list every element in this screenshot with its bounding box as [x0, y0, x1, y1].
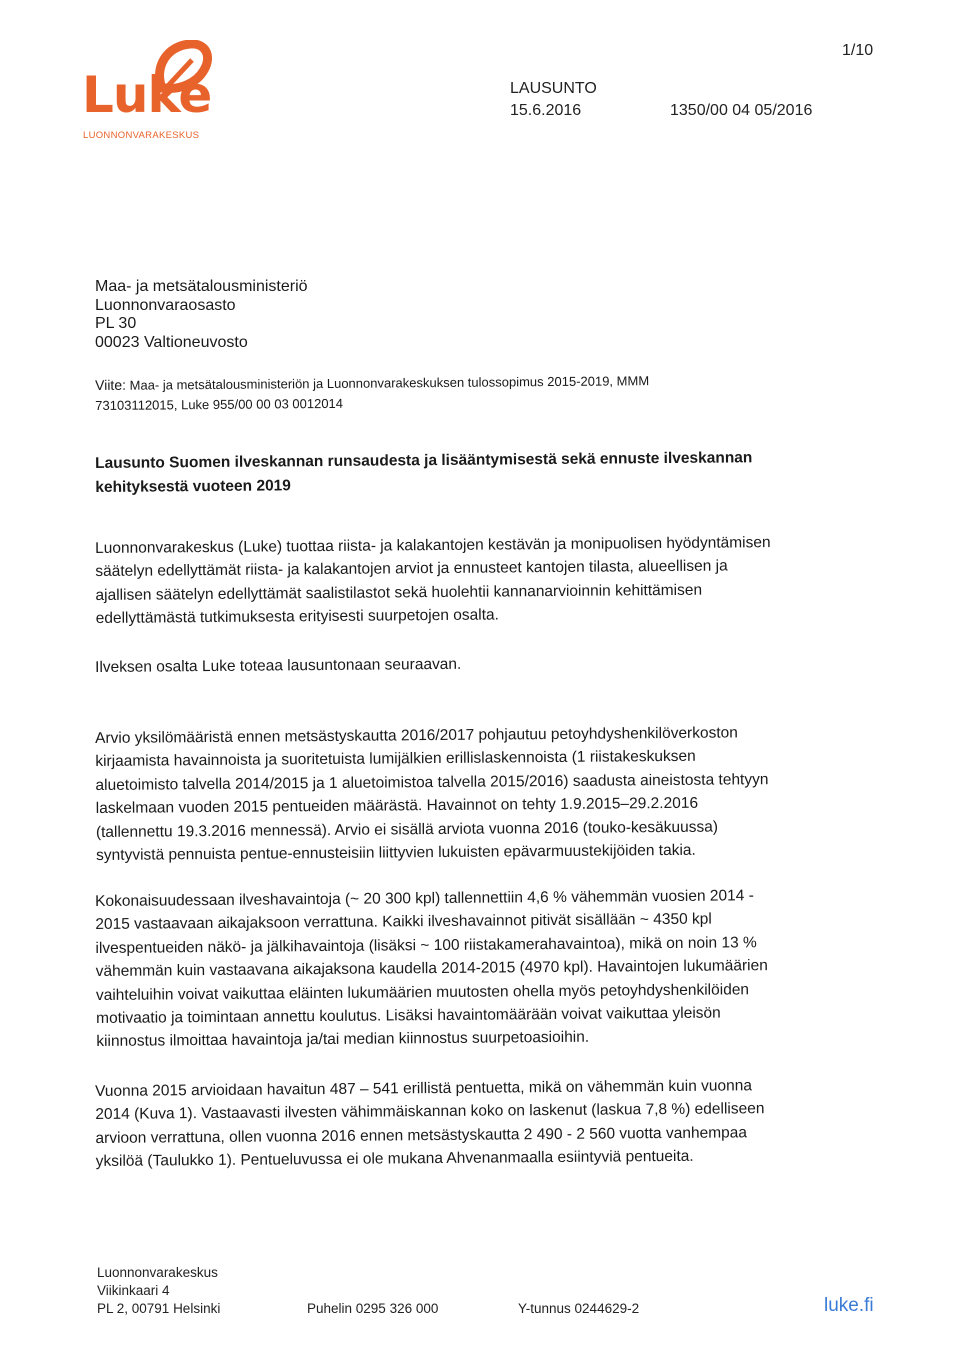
- paragraph-5: [95, 1073, 871, 1173]
- recipient-line: PL 30: [95, 315, 137, 332]
- paragraph-3: [95, 720, 871, 867]
- footer-address: [97, 1264, 220, 1318]
- footer-phone: Puhelin 0295 326 000: [307, 1301, 439, 1316]
- text-line: säätelyn edellyttämät riista- ja kalakantojen arviot ja ennusteet kantojen tilasta, alueellisen ja: [95, 557, 728, 581]
- logo-subtitle: LUONNONVARAKESKUS: [83, 130, 200, 141]
- text-line: ilvespentueiden näkö- ja jälkihavaintoja (lisäksi ~ 100 riistakamerahavaintoa), mikä on noin 13 %: [95, 934, 757, 957]
- text-line: kiinnostus ilmoittaa havaintoja ja/tai median kiinnostus suurpetoasioihin.: [96, 1029, 590, 1051]
- text-line: Luonnonvarakeskus (Luke) tuottaa riista- ja kalakantojen kestävän ja monipuolisen hyödyntämisen: [95, 534, 771, 557]
- text-line: vähemmän kuin vastaavana aikajaksona kaudella 2014-2015 (4970 kpl). Havaintojen lukumäärien: [95, 957, 768, 981]
- recipient-line: 00023 Valtioneuvosto: [95, 333, 248, 351]
- recipient-line: Luonnonvaraosasto: [95, 296, 236, 314]
- recipient-address: [95, 278, 308, 352]
- footer-postal: PL 2, 00791 Helsinki: [97, 1301, 221, 1316]
- text-line: kirjaamista havainnoista ja suoritetuista lumijälkien erillislaskennoista (1 riistakeskuksen: [95, 748, 696, 771]
- text-line: arvioon verrattuna, ollen vuonna 2016 ennen metsästyskautta 2 490 - 2 560 vuotta vanhempaa: [95, 1124, 748, 1147]
- text-line: Arvio yksilömääristä ennen metsästyskautta 2016/2017 pohjautuu petoyhdyshenkilöverkoston: [95, 724, 738, 747]
- document-title: [95, 446, 815, 500]
- text-line: (tallennettu 19.3.2016 mennessä). Arvio ei sisällä arviota vuonna 2016 (touko-kesäkuussa): [95, 818, 719, 841]
- reference-label: Viite:: [95, 376, 127, 393]
- page-number: 1/10: [842, 42, 874, 59]
- footer-website-link[interactable]: luke.fi: [824, 1295, 874, 1316]
- text-line: syntyvistä pennuista pentue-ennusteisiin liittyvien lukuisten epävarmuustekijöiden takia.: [96, 841, 696, 865]
- footer-business-id: Y-tunnus 0244629-2: [518, 1301, 640, 1316]
- reference-line: 73103112015, Luke 955/00 00 03 0012014: [95, 395, 344, 413]
- recipient-line: Maa- ja metsätalousministeriö: [95, 278, 308, 295]
- reference-line: Maa- ja metsätalousministeriön ja Luonnonvarakeskuksen tulossopimus 2015-2019, MMM: [129, 373, 650, 393]
- reference: [95, 369, 795, 416]
- luke-logo: [82, 40, 232, 145]
- text-line: ajallisen säätelyn edellyttämät saalistilastot sekä huolehtii kannanarvioinnin kehittämisen: [95, 581, 703, 604]
- text-line: 2014 (Kuva 1). Vastaavasti ilvesten vähimmäiskannan koko on laskenut (laskua 7,8 %) edelliseen: [95, 1100, 765, 1124]
- text-line: laskelmaan vuoden 2015 pentueiden määrästä. Havainnot on tehty 1.9.2015–29.2.2016: [95, 794, 699, 818]
- text-line: vaihteluihin voivat vaikuttaa eläinten lukumäärien muutosten ohella myös petoyhdyshenkilöiden: [95, 980, 750, 1004]
- text-line: Ilveksen osalta Luke toteaa lausuntonaan seuraavan.: [95, 655, 462, 676]
- logo-wordmark: Luke: [82, 66, 212, 124]
- text-line: aluetoimisto talvella 2014/2015 ja 1 aluetoimistoa talvella 2015/2016) saadusta aineistosta tehtyyn: [95, 770, 769, 794]
- text-line: yksilöä (Taulukko 1). Pentueluvussa ei ole mukana Ahvenanmaalla esiintyviä pentueita.: [95, 1147, 694, 1171]
- footer-org: Luonnonvarakeskus: [97, 1265, 218, 1280]
- doc-type: LAUSUNTO: [510, 80, 597, 97]
- text-line: Vuonna 2015 arvioidaan havaitun 487 – 541 erillistä pentuetta, mikä on vähemmän kuin vuonna: [95, 1077, 753, 1100]
- paragraph-2: [95, 649, 870, 679]
- footer-street: Viikinkaari 4: [97, 1283, 170, 1298]
- doc-number: 1350/00 04 05/2016: [670, 102, 813, 119]
- title-line: Lausunto Suomen ilveskannan runsaudesta ja lisääntymisestä sekä ennuste ilveskannan: [95, 449, 753, 472]
- text-line: edellyttämästä tutkimuksesta erityisesti suurpetojen osalta.: [95, 606, 499, 628]
- paragraph-4: [95, 883, 871, 1054]
- doc-date: 15.6.2016: [510, 102, 582, 119]
- title-line: kehityksestä vuoteen 2019: [95, 477, 291, 496]
- text-line: Kokonaisuudessaan ilveshavaintoja (~ 20 300 kpl) tallennettiin 4,6 % vähemmän vuosien 2014 -: [95, 887, 754, 910]
- text-line: motivaatio ja toimintaan annettu koulutus. Lisäksi havaintomäärään voivat vaikuttaa yleisön: [96, 1004, 721, 1028]
- paragraph-1: [95, 530, 871, 630]
- text-line: 2015 vastaavaan aikajaksoon verrattuna. Kaikki ilveshavainnot pitivät sisällään ~ 4350 kpl: [95, 911, 712, 934]
